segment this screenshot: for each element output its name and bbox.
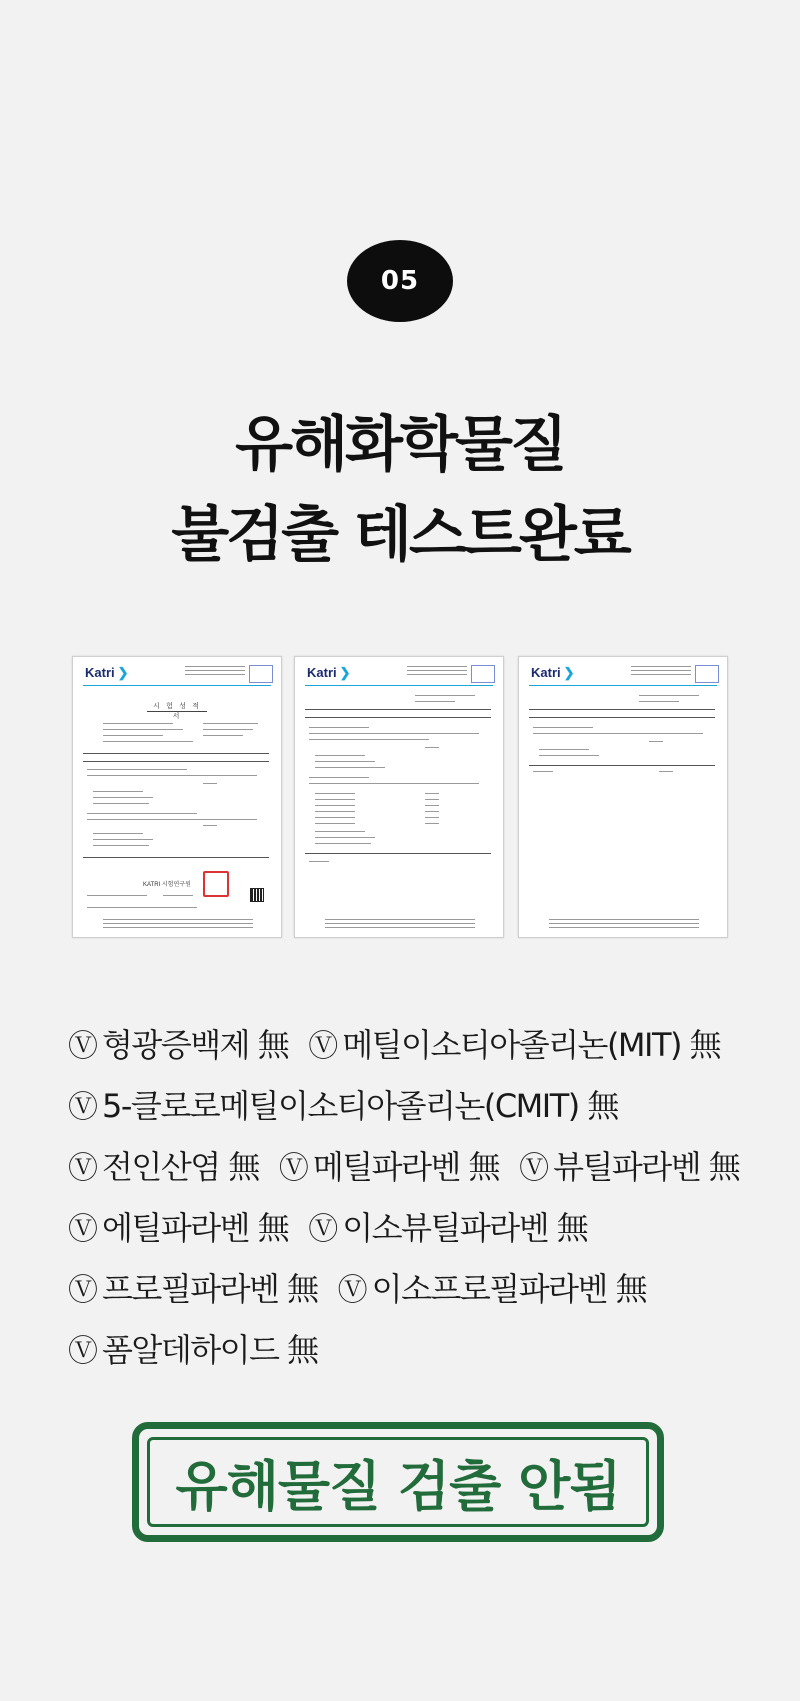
checklist-item-label: 프로필파라벤 無 — [102, 1269, 318, 1308]
title-line-2: 불검출 테스트완료 — [171, 500, 629, 570]
page-title — [0, 400, 800, 580]
check-v-icon: Ⓥ — [68, 1333, 98, 1369]
check-v-icon: Ⓥ — [68, 1272, 98, 1308]
header-rule — [529, 685, 717, 686]
checklist-item — [279, 1142, 499, 1188]
checklist-row — [68, 1256, 768, 1317]
checklist-item-label: 메틸이소티아졸리논(MIT) 無 — [342, 1025, 721, 1064]
test-report-page-1 — [72, 656, 282, 938]
check-v-icon: Ⓥ — [337, 1272, 368, 1308]
check-v-icon: Ⓥ — [68, 1150, 98, 1186]
checklist-row — [68, 1195, 768, 1256]
header-text — [185, 663, 245, 678]
check-v-icon: Ⓥ — [278, 1150, 309, 1186]
checklist-item-label: 에틸파라벤 無 — [102, 1208, 289, 1247]
checklist-item-label: 뷰틸파라벤 無 — [553, 1147, 740, 1186]
certification-mark — [471, 665, 495, 683]
checklist-item-label: 이소뷰틸파라벤 無 — [342, 1208, 588, 1247]
chevron-right-icon: ❯ — [117, 665, 129, 680]
check-v-icon: Ⓥ — [308, 1211, 339, 1247]
checklist-item-label: 5-클로로메틸이소티아졸리논(CMIT) 無 — [102, 1086, 618, 1125]
stamp-text: 유해물질 검출 안됨 — [175, 1454, 621, 1518]
check-v-icon: Ⓥ — [308, 1028, 339, 1064]
checklist-item — [68, 1020, 288, 1066]
lab-name: KATRI 시험연구원 — [143, 882, 191, 888]
checklist-item — [68, 1142, 259, 1188]
checklist-row — [68, 1134, 768, 1195]
header-text — [631, 663, 691, 678]
title-line-1: 유해화학물질 — [235, 410, 565, 480]
test-report-page-2 — [294, 656, 504, 938]
checklist-item-label: 메틸파라벤 無 — [312, 1147, 500, 1186]
checklist-item — [519, 1142, 739, 1188]
check-v-icon: Ⓥ — [519, 1150, 550, 1186]
stamp-inner-border — [147, 1437, 649, 1527]
check-v-icon: Ⓥ — [68, 1211, 98, 1247]
step-number-badge — [347, 240, 453, 322]
check-v-icon: Ⓥ — [68, 1089, 98, 1125]
checklist-row — [68, 1012, 768, 1073]
checklist-item-label: 전인산염 無 — [102, 1147, 259, 1186]
checklist-item — [68, 1325, 318, 1371]
checklist-item — [308, 1020, 720, 1066]
chevron-right-icon: ❯ — [339, 665, 351, 680]
header-rule — [83, 685, 271, 686]
certification-mark — [249, 665, 273, 683]
document-heading: 시 험 성 적 서 — [147, 701, 207, 712]
header-rule — [305, 685, 493, 686]
chevron-right-icon: ❯ — [563, 665, 575, 680]
qr-code — [251, 889, 263, 901]
checklist-item — [308, 1203, 587, 1249]
no-detection-checklist — [68, 1012, 768, 1378]
step-number: 05 — [380, 266, 420, 296]
checklist-item — [68, 1264, 318, 1310]
checklist-item-label: 폼알데하이드 無 — [102, 1330, 318, 1369]
checklist-item — [338, 1264, 646, 1310]
certification-mark — [695, 665, 719, 683]
checklist-item-label: 이소프로필파라벤 無 — [371, 1269, 647, 1308]
header-text — [407, 663, 467, 678]
checklist-item — [68, 1203, 288, 1249]
checklist-row — [68, 1073, 768, 1134]
checklist-item-label: 형광증백제 無 — [102, 1025, 289, 1064]
katri-logo: Katri ❯ — [85, 665, 129, 680]
check-v-icon: Ⓥ — [68, 1028, 98, 1064]
test-report-page-3 — [518, 656, 728, 938]
no-harmful-substances-stamp — [132, 1422, 664, 1542]
official-seal — [203, 871, 229, 897]
katri-logo: Katri ❯ — [307, 665, 351, 680]
checklist-item — [68, 1081, 618, 1127]
test-report-documents — [72, 656, 728, 938]
checklist-row — [68, 1317, 768, 1378]
katri-logo: Katri ❯ — [531, 665, 575, 680]
